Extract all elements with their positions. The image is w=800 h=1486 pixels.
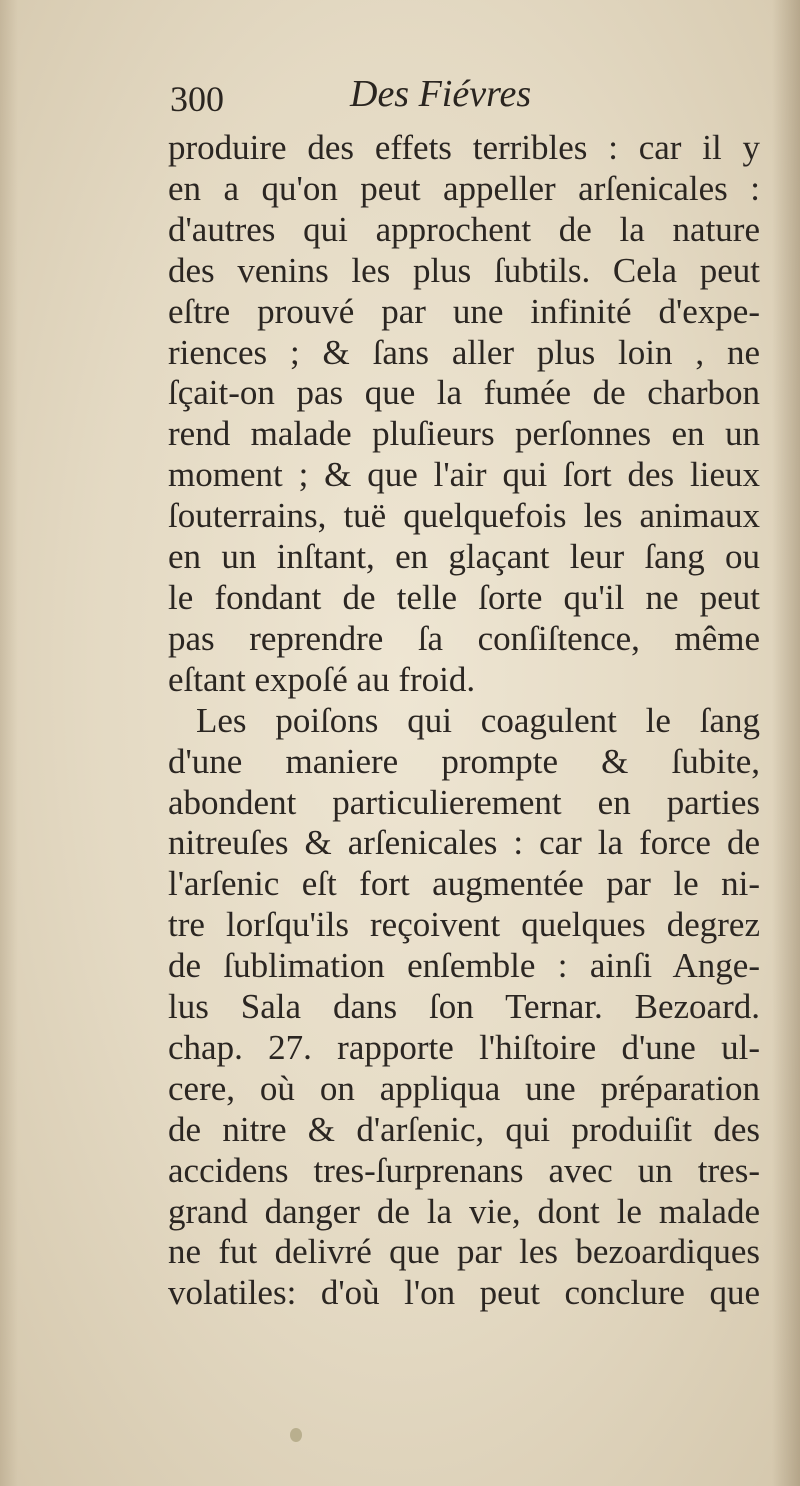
gutter-shadow	[0, 0, 18, 1486]
text-line: ſçait-on pas que la fumée de charbon	[168, 373, 760, 413]
text-line: eſtre prouvé par une infinité d'expe-	[168, 291, 760, 331]
text-line: le fondant de telle ſorte qu'il ne peut	[168, 577, 760, 617]
page-edge-shadow	[772, 0, 800, 1486]
text-line: rend malade pluſieurs perſonnes en un	[168, 414, 760, 454]
text-line: en un inſtant, en glaçant leur ſang ou	[168, 537, 760, 577]
text-line: de nitre & d'arſenic, qui produiſit des	[168, 1109, 760, 1149]
text-line: d'une maniere prompte & ſubite,	[168, 741, 760, 781]
text-line: cere, où on appliqua une préparation	[168, 1068, 760, 1108]
text-line: ne fut delivré que par les bezoardiques	[168, 1232, 760, 1272]
text-line: chap. 27. rapporte l'hiſtoire d'une ul-	[168, 1027, 760, 1067]
text-line: lus Sala dans ſon Ternar. Bezoard.	[168, 987, 760, 1027]
text-line: l'arſenic eſt fort augmentée par le ni-	[168, 864, 760, 904]
paragraph-end-line: eſtant expoſé au froid.	[168, 659, 476, 699]
text-line: produire des effets terribles : car il y	[168, 128, 760, 167]
text-line: de ſublimation enſemble : ainſi Ange-	[168, 946, 760, 986]
text-line: moment ; & que l'air qui ſort des lieux	[168, 455, 760, 495]
text-line: grand danger de la vie, dont le malade	[168, 1191, 760, 1231]
page-header	[170, 72, 770, 124]
page-number: 300	[170, 79, 224, 119]
running-title: Des Fiévres	[350, 73, 532, 115]
paragraph-start-line: Les poiſons qui coagulent le ſang	[196, 700, 760, 740]
text-line: pas reprendre ſa conſiſtence, même	[168, 618, 760, 658]
text-line: volatiles: d'où l'on peut conclure que	[168, 1273, 760, 1313]
text-line: en a qu'on peut appeller arſenicales :	[168, 168, 760, 208]
text-line: ſouterrains, tuë quelquefois les animaux	[168, 496, 760, 536]
ink-smudge	[290, 1428, 302, 1442]
text-line: tre lorſqu'ils reçoivent quelques degrez	[168, 905, 760, 945]
text-line: des venins les plus ſubtils. Cela peut	[168, 250, 760, 290]
text-line: d'autres qui approchent de la nature	[168, 209, 760, 249]
body-text	[168, 128, 760, 1314]
text-line: nitreuſes & arſenicales : car la force de	[168, 823, 760, 863]
text-line: abondent particulierement en parties	[168, 782, 760, 822]
text-line: riences ; & ſans aller plus loin , ne	[168, 332, 760, 372]
text-line: accidens tres-ſurprenans avec un tres-	[168, 1150, 760, 1190]
